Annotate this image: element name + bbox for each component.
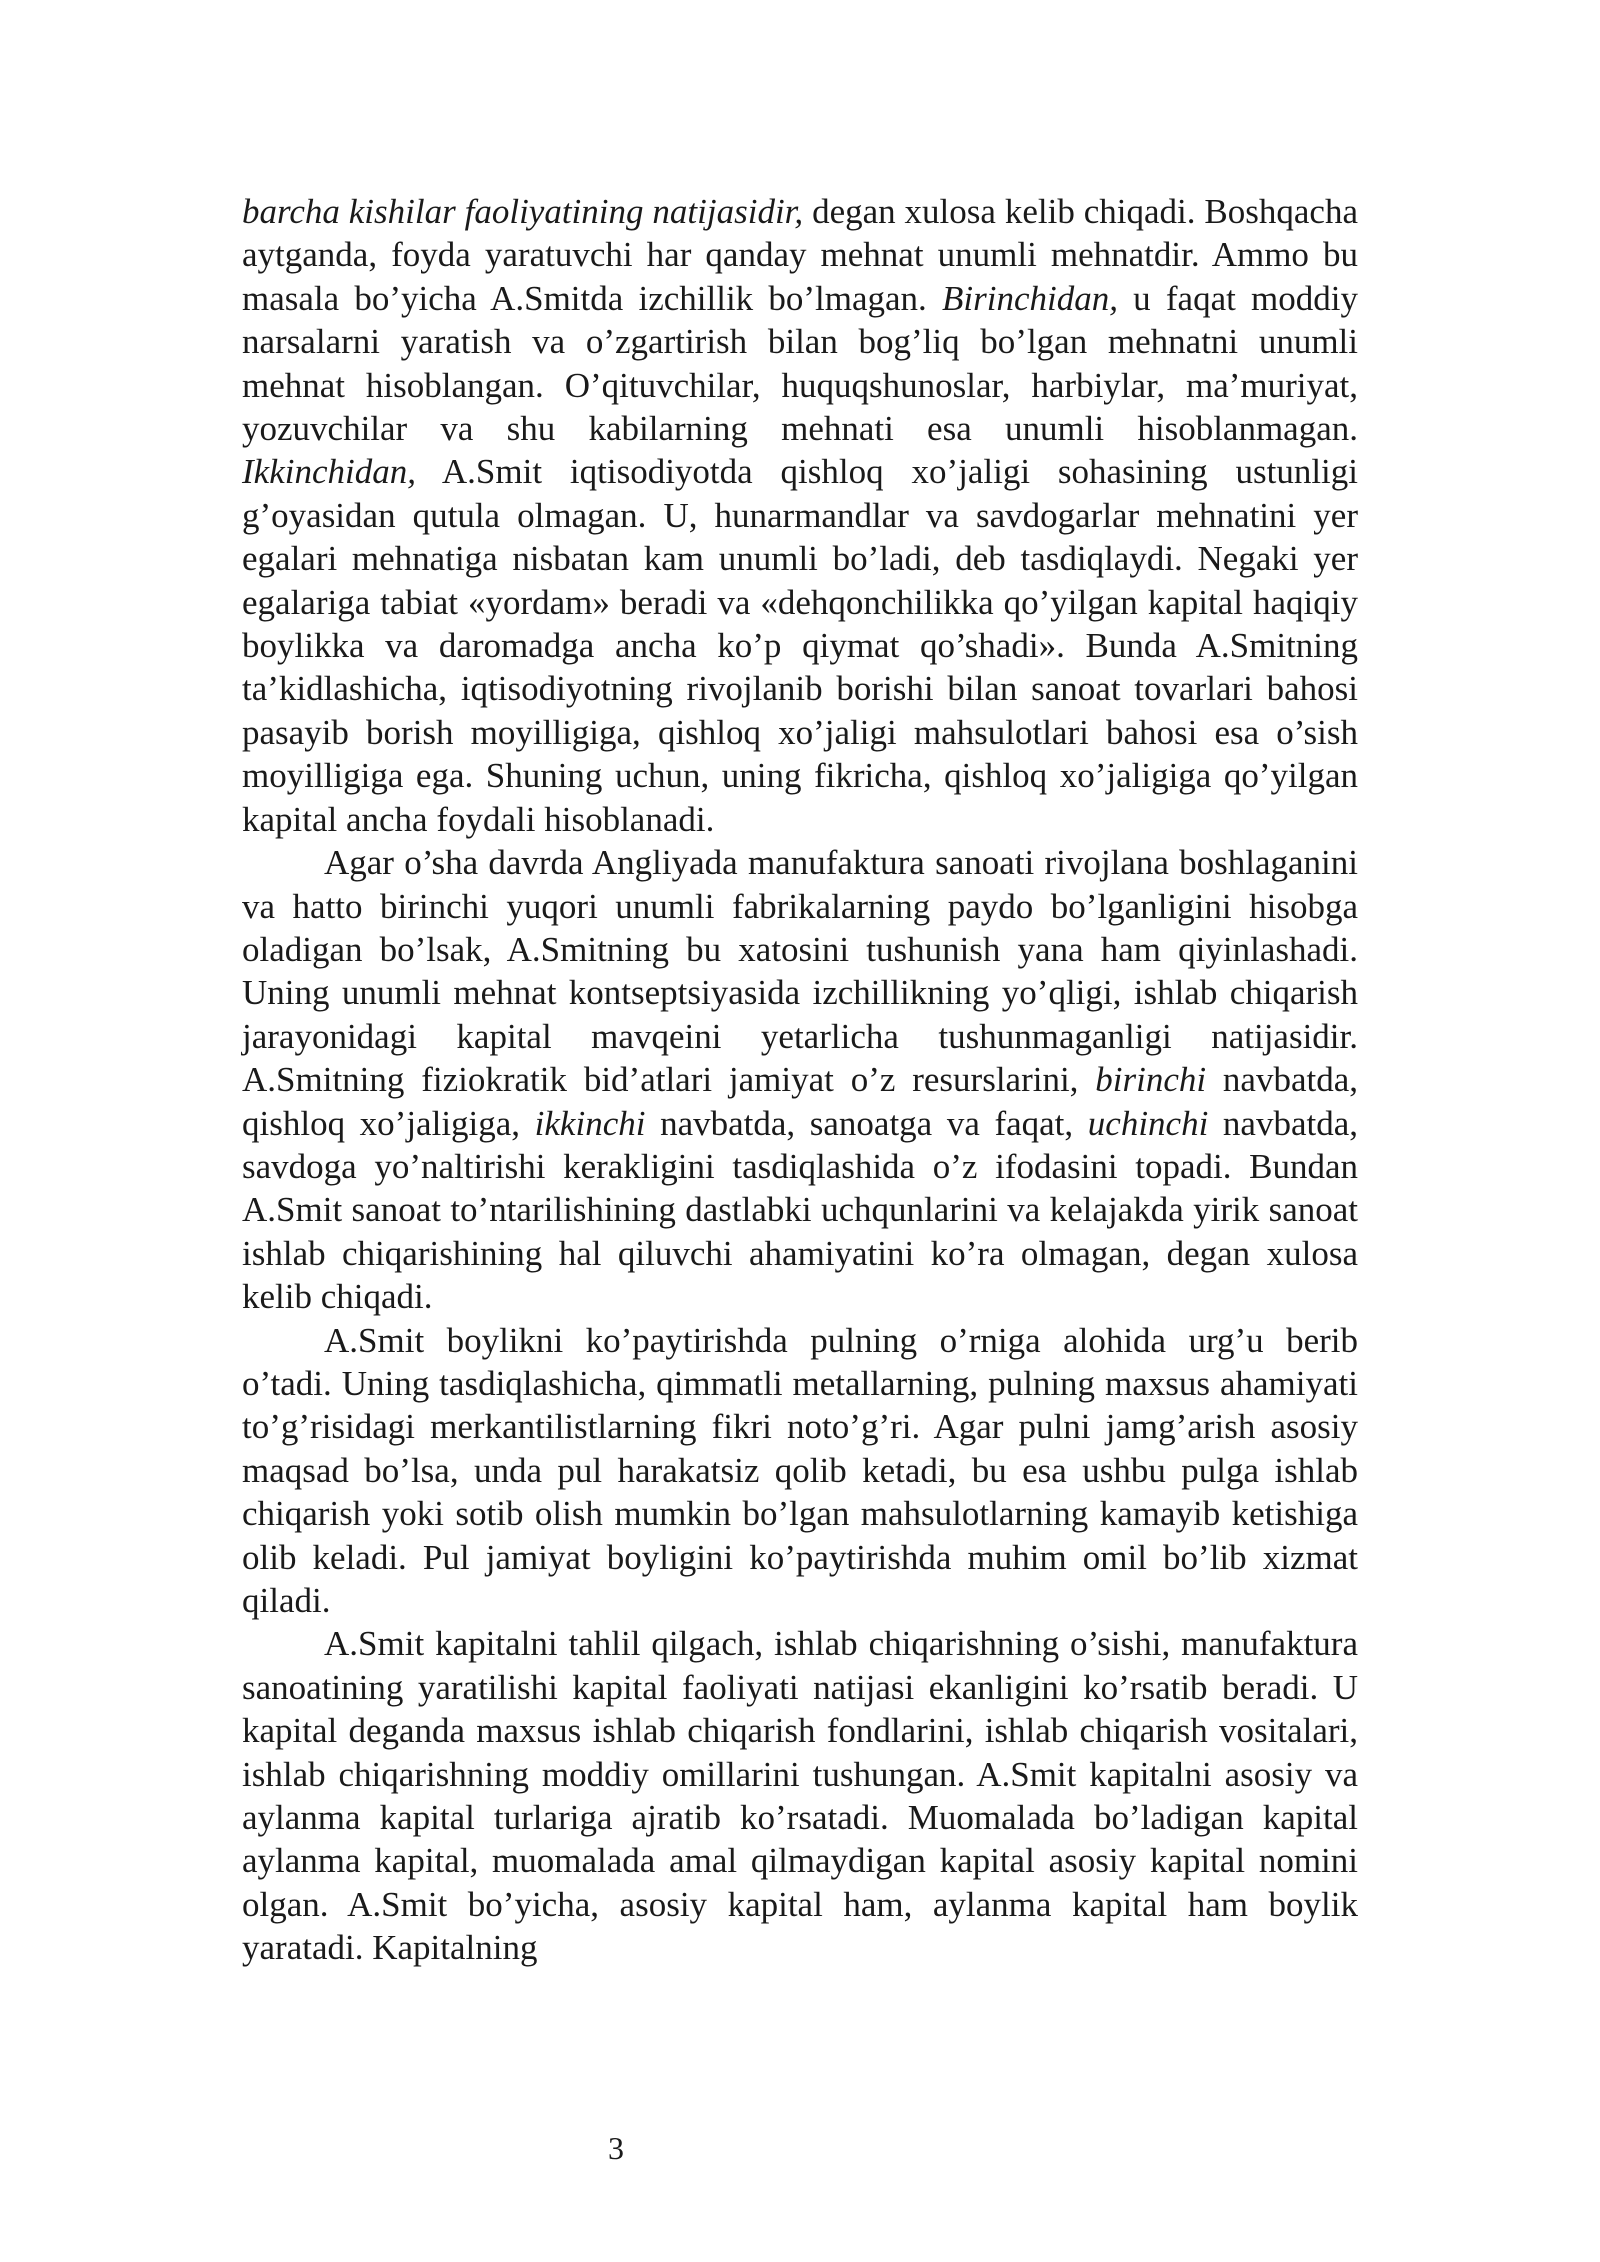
text-run: u faqat moddiy narsalarni yaratish va o’zgartirish bilan bog’liq bo’lgan mehnatni unumli mehnat hisoblangan. O’qituvchilar, huquqshunoslar, harbiylar, ma’muriyat, yozuvchilar va shu kabilarning mehnati esa unumli hisoblanmagan. (242, 278, 1358, 449)
paragraph (242, 1319, 1358, 1623)
body-text (242, 190, 1358, 1970)
italic-text: barcha kishilar faoliyatining natijasidir, (242, 192, 804, 231)
italic-text: birinchi (1095, 1060, 1207, 1100)
text-run: navbatda, qishloq xo’jaligiga, (242, 1060, 1358, 1143)
text-run: A.Smit kapitalni tahlil qilgach, ishlab chiqarishning o’sishi, manufaktura sanoatining yaratilishi kapital faoliyati natijasi ekanligini ko’rsatib beradi. U kapital deganda maxsus ishlab chiqarish fondlarini, ishlab chiqarish vositalari, ishlab chiqarishning moddiy omillarini tushungan. A.Smit kapitalni asosiy va aylanma kapital turlariga ajratib ko’rsatadi. Muomalada bo’ladigan kapital aylanma kapital, muomalada amal qilmaydigan kapital asosiy kapital nomini olgan. A.Smit bo’yicha, asosiy kapital ham, aylanma kapital ham boylik yaratadi. Kapitalning (242, 1624, 1358, 1968)
italic-text: ikkinchi (534, 1103, 646, 1143)
text-run: navbatda, savdoga yo’naltirishi kerakligini tasdiqlashida o’z ifodasini topadi. Bundan A.Smit sanoat to’ntarilishining dastlabki uchqunlarini va kelajakda yirik sanoat ishlab chiqarishining hal qiluvchi ahamiyatini ko’ra olmagan, degan xulosa kelib chiqadi. (242, 1103, 1359, 1317)
text-run: A.Smit iqtisodiyotda qishloq xo’jaligi sohasining ustunligi g’oyasidan qutula olmagan. U, hunarmandlar va savdogarlar mehnatini yer egalari mehnatiga nisbatan kam unumli bo’ladi, deb tasdiqlaydi. Negaki yer egalariga tabiat «yordam» beradi va «dehqonchilikka qo’yilgan kapital haqiqiy boylikka va daromadga ancha ko’p qiymat qo’shadi». Bunda A.Smitning ta’kidlashicha, iqtisodiyotning rivojlanib borishi bilan sanoat tovarlari bahosi pasayib borish moyilligiga, qishloq xo’jaligi mahsulotlari bahosi esa o’sish moyilligiga ega. Shuning uchun, uning fikricha, qishloq xo’jaligiga qo’yilgan kapital ancha foydali hisoblanadi. (242, 452, 1358, 839)
page-number: 3 (608, 2130, 624, 2166)
paragraph (242, 1622, 1358, 1969)
text-run: A.Smit boylikni ko’paytirishda pulning o’rniga alohida urg’u berib o’tadi. Uning tasdiqlashicha, qimmatli metallarning, pulning maxsus ahamiyati to’g’risidagi merkantilistlarning fikri noto’g’ri. Agar pulni jamg’arish asosiy maqsad bo’lsa, unda pul harakatsiz qolib ketadi, bu esa ushbu pulga ishlab chiqarish yoki sotib olish mumkin bo’lgan mahsulotlarning kamayib ketishiga olib keladi. Pul jamiyat boyligini ko’paytirishda muhim omil bo’lib xizmat qiladi. (242, 1320, 1358, 1620)
text-run: navbatda, sanoatga va faqat, (645, 1103, 1088, 1143)
paragraph (242, 841, 1358, 1318)
paragraph (242, 190, 1358, 841)
text-run: degan xulosa kelib chiqadi. Boshqacha aytganda, foyda yaratuvchi har qanday mehnat unumli mehnatdir. Ammo bu masala bo’yicha A.Smitda izchillik bo’lmagan. (242, 192, 1358, 318)
text-run: Agar o’sha davrda Angliyada manufaktura sanoati rivojlana boshlaganini va hatto birinchi yuqori unumli fabrikalarning paydo bo’lganligini hisobga oladigan bo’lsak, A.Smitning bu xatosini tushunish yana ham qiyinlashadi. Uning unumli mehnat kontseptsiyasida izchillikning yo’qligi, ishlab chiqarish jarayonidagi kapital mavqeini yetarlicha tushunmaganligi natijasidir. A.Smitning fiziokratik bid’atlari jamiyat o’z resurslarini, (242, 843, 1358, 1100)
italic-text: Ikkinchidan, (242, 452, 416, 492)
italic-text: uchinchi (1087, 1103, 1209, 1143)
italic-text: Birinchidan, (942, 278, 1118, 318)
